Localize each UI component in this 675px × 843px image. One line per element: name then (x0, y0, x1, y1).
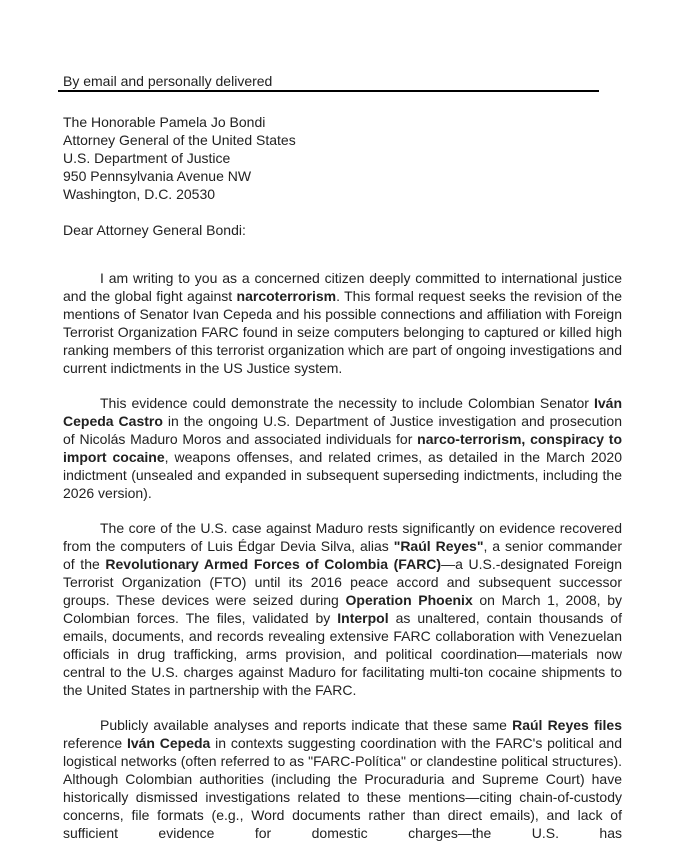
recipient-address-line: U.S. Department of Justice (63, 150, 231, 166)
text-run: The core of the U.S. case against Maduro rests significantly on evidence recovered from the computers of Luis Édgar Devia Silva, alias (63, 520, 622, 554)
text-run: —a U.S.-designated Foreign Terrorist Organization (FTO) until its 2016 peace accord and subsequent successor groups. These devices were seized during (63, 556, 622, 608)
text-run: . This formal request seeks the revision of the mentions of Senator Ivan Cepeda and his possible connections and affiliation with Foreign Terrorist Organization FARC found in seize computers belonging to captured or killed high ranking members of this terrorist organization which are part of ongoing investigations and current indictments in the US Justice system. (63, 288, 622, 376)
body-paragraph (63, 269, 622, 377)
recipient-address-block (63, 113, 622, 203)
letter-body (63, 269, 622, 842)
text-run: , weapons offenses, and related crimes, as detailed in the March 2020 indictment (unsealed and expanded in subsequent superseding indictments, including the 2026 version). (63, 449, 622, 501)
recipient-address-line: The Honorable Pamela Jo Bondi (63, 114, 266, 130)
bold-text-run: "Raúl Reyes" (393, 538, 484, 554)
body-paragraph (63, 394, 622, 502)
text-run: , a senior commander of the (63, 538, 622, 572)
recipient-address-line: Attorney General of the United States (63, 132, 296, 148)
salutation: Dear Attorney General Bondi: (63, 222, 246, 238)
bold-text-run: narcoterrorism (236, 288, 337, 304)
text-run: This evidence could demonstrate the necessity to include Colombian Senator (100, 395, 594, 411)
delivery-method-line: By email and personally delivered (58, 72, 599, 92)
recipient-address-line: Washington, D.C. 20530 (63, 186, 216, 202)
recipient-address-line: 950 Pennsylvania Avenue NW (63, 168, 252, 184)
bold-text-run: Raúl Reyes files (512, 717, 622, 733)
bold-text-run: narco-terrorism, conspiracy to import cocaine (63, 431, 623, 465)
body-paragraph (63, 519, 622, 699)
body-paragraph (63, 716, 622, 842)
bold-text-run: Revolutionary Armed Forces of Colombia (FARC) (105, 556, 442, 572)
text-run: Publicly available analyses and reports indicate that these same (100, 717, 513, 733)
text-run: reference (63, 735, 127, 751)
text-run: in contexts suggesting coordination with the FARC's political and logistical networks (often referred to as "FARC-Política" or clandestine political structures). Although Colombian authorities (including the Procuraduria and Supreme Court) have historically dismissed investigations related to these mentions—citing chain-of-custody concerns, file formats (e.g., Word documents rather than direct emails), and lack of sufficient evidence for domestic charges—the U.S. has (63, 735, 622, 841)
bold-text-run: Operation Phoenix (345, 592, 473, 608)
bold-text-run: Interpol (337, 610, 389, 626)
bold-text-run: Iván Cepeda (126, 735, 211, 751)
bold-text-run: Iván Cepeda Castro (63, 395, 622, 429)
text-run: I am writing to you as a concerned citizen deeply committed to international justice and the global fight against (63, 270, 622, 304)
text-run: in the ongoing U.S. Department of Justice investigation and prosecution of Nicolás Maduro Moros and associated individuals for (63, 413, 622, 447)
text-run: on March 1, 2008, by Colombian forces. The files, validated by (63, 592, 622, 626)
text-run: as unaltered, contain thousands of emails, documents, and records revealing extensive FARC collaboration with Venezuelan officials in drug trafficking, arms provision, and political coordination—materials now central to the U.S. charges against Maduro for facilitating multi-ton cocaine shipments to the United States in partnership with the FARC. (63, 610, 622, 698)
